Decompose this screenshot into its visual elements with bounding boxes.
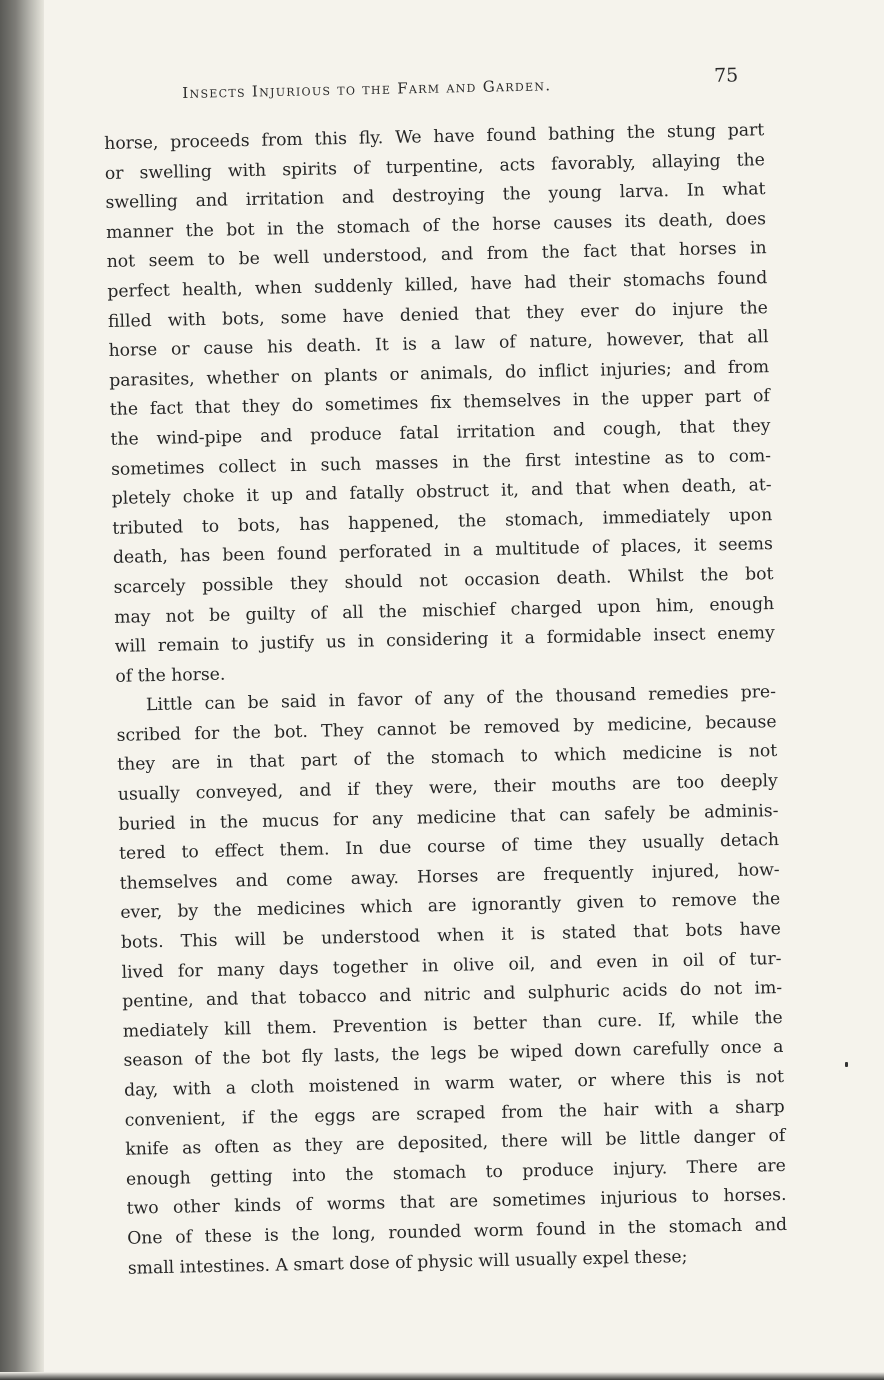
- running-title: Insects Injurious to the Farm and Garden.: [182, 76, 552, 102]
- text-line: enough getting into the stomach to produce injury. There are: [125, 1155, 787, 1190]
- text-line: of the horse.: [115, 664, 226, 687]
- text-line: knife as often as they are deposited, there will be little danger of: [125, 1126, 786, 1160]
- binding-shadow: [0, 0, 44, 1380]
- text-line: or swelling with spirits of turpentine, acts favorably, allaying the: [104, 149, 765, 184]
- text-line: pletely choke it up and fatally obstruct it, and that when death, at-: [111, 475, 772, 510]
- body-text: [104, 116, 788, 1284]
- text-line: day, with a cloth moistened in warm water, or where this is not: [123, 1066, 785, 1101]
- text-line: scribed for the bot. They cannot be removed by medicine, because: [116, 711, 777, 746]
- paragraph: [116, 678, 788, 1284]
- page-header: [182, 65, 782, 108]
- text-line: filled with bots, some have denied that they ever do injure the: [107, 297, 769, 332]
- text-line: parasites, whether on plants or animals, do inflict injuries; and from: [109, 356, 770, 391]
- text-line: death, has been found perforated in a multitude of places, it seems: [112, 534, 774, 569]
- text-line: themselves and come away. Horses are frequently injured, how-: [119, 859, 780, 894]
- text-line: One of these is the long, rounded worm found in the stomach and: [127, 1214, 788, 1249]
- text-line: horse or cause his death. It is a law of nature, however, that all: [108, 327, 769, 362]
- text-line: not seem to be well understood, and from the fact that horses in: [106, 238, 767, 273]
- text-line: season of the bot fly lasts, the legs be wiped down carefully once a: [123, 1037, 784, 1072]
- text-line: will remain to justify us in considering it a formidable insect enemy: [114, 623, 775, 657]
- page-bottom-edge: [0, 1372, 884, 1380]
- text-line: pentine, and that tobacco and nitric and sulphuric acids do not im-: [122, 978, 783, 1013]
- text-line: scarcely possible they should not occasion death. Whilst the bot: [113, 563, 774, 598]
- text-line: tered to effect them. In due course of time they usually detach: [118, 830, 780, 865]
- text-line: tributed to bots, has happened, the stomach, immediately upon: [112, 504, 773, 539]
- text-line: Little can be said in favor of any of the thousand remedies pre-: [145, 682, 777, 716]
- text-line: two other kinds of worms that are sometimes injurious to horses.: [126, 1185, 787, 1220]
- text-line: convenient, if the eggs are scraped from the hair with a sharp: [124, 1096, 785, 1131]
- text-line: sometimes collect in such masses in the first intestine as to com-: [110, 445, 772, 480]
- text-line: lived for many days together in olive oil, and even in oil of tur-: [121, 948, 782, 983]
- text-line: buried in the mucus for any medicine that can safely be adminis-: [118, 800, 779, 835]
- ink-speck: [845, 1062, 848, 1067]
- text-line: small intestines. A smart dose of physic will usually expel these;: [127, 1246, 688, 1279]
- text-line: they are in that part of the stomach to which medicine is not: [117, 741, 778, 776]
- text-line: bots. This will be understood when it is stated that bots have: [120, 919, 782, 953]
- text-line: may not be guilty of all the mischief charged upon him, enough: [114, 593, 775, 628]
- text-line: perfect health, when suddenly killed, have had their stomachs found: [107, 268, 768, 302]
- text-line: mediately kill them. Prevention is better than cure. If, while the: [122, 1007, 783, 1042]
- text-line: swelling and irritation and destroying the young larva. In what: [105, 179, 766, 214]
- text-line: the wind-pipe and produce fatal irritation and cough, that they: [110, 416, 771, 450]
- text-line: horse, proceeds from this fly. We have found bathing the stung part: [104, 120, 765, 154]
- page-number: 75: [713, 64, 739, 87]
- text-line: usually conveyed, and if they were, their mouths are too deeply: [117, 771, 778, 805]
- text-line: ever, by the medicines which are ignorantly given to remove the: [120, 889, 781, 924]
- paragraph: [104, 116, 776, 692]
- text-line: manner the bot in the stomach of the horse causes its death, does: [105, 208, 767, 243]
- text-line: the fact that they do sometimes fix themselves in the upper part of: [109, 386, 770, 421]
